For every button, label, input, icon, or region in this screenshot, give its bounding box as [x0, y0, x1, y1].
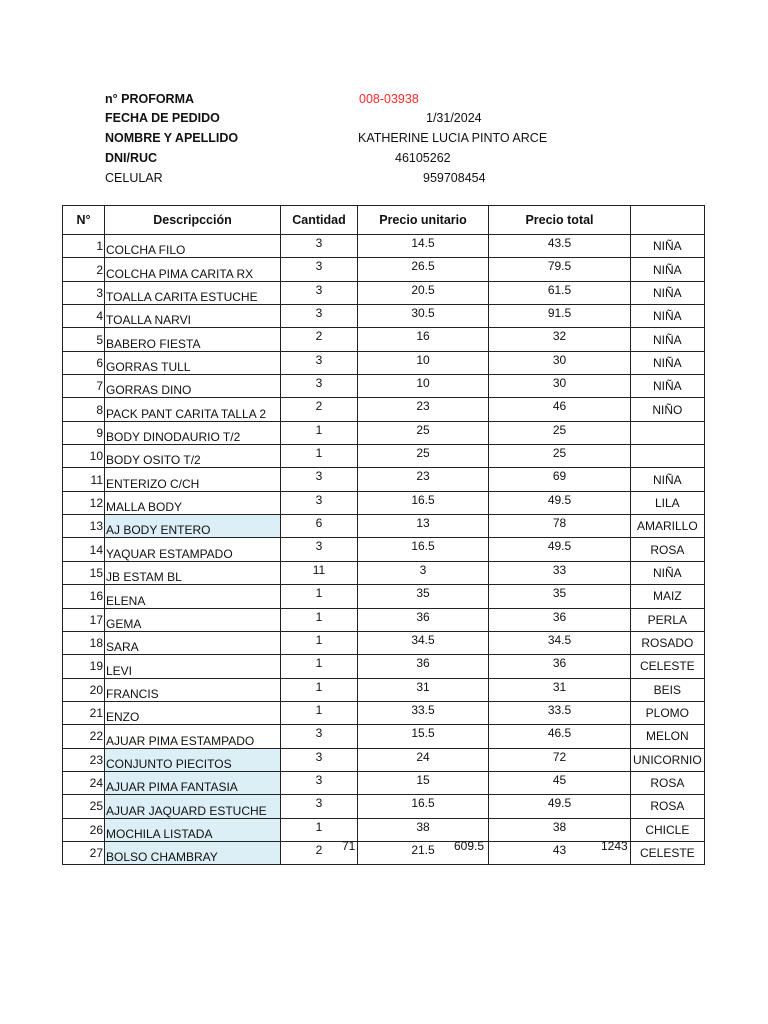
row-description: LEVI — [105, 655, 281, 678]
row-total-price: 25 — [489, 445, 631, 468]
row-description: BABERO FIESTA — [105, 328, 281, 351]
row-number: 21 — [63, 701, 105, 724]
table-row — [63, 445, 705, 468]
row-description: MOCHILA LISTADA — [105, 818, 281, 841]
table-row — [63, 655, 705, 678]
row-number: 7 — [63, 375, 105, 398]
row-quantity: 3 — [281, 795, 358, 818]
row-unit-price: 15 — [358, 771, 489, 794]
row-description: GEMA — [105, 608, 281, 631]
row-note: NIÑA — [631, 328, 705, 351]
row-note: MELON — [631, 725, 705, 748]
row-note: LILA — [631, 491, 705, 514]
row-note — [631, 421, 705, 444]
row-total-price: 91.5 — [489, 305, 631, 328]
table-row — [63, 585, 705, 608]
row-total-price: 25 — [489, 421, 631, 444]
row-number: 5 — [63, 328, 105, 351]
row-quantity: 3 — [281, 725, 358, 748]
row-note: NIÑA — [631, 351, 705, 374]
row-unit-price: 34.5 — [358, 631, 489, 654]
row-description: AJ BODY ENTERO — [105, 515, 281, 538]
row-unit-price: 23 — [358, 398, 489, 421]
row-description: FRANCIS — [105, 678, 281, 701]
row-total-price: 34.5 — [489, 631, 631, 654]
row-description: ENZO — [105, 701, 281, 724]
row-note: ROSA — [631, 538, 705, 561]
row-unit-price: 10 — [358, 351, 489, 374]
row-description: MALLA BODY — [105, 491, 281, 514]
row-unit-price: 16 — [358, 328, 489, 351]
row-note: NIÑA — [631, 305, 705, 328]
row-unit-price: 36 — [358, 655, 489, 678]
row-description: CONJUNTO PIECITOS — [105, 748, 281, 771]
row-note: NIÑA — [631, 258, 705, 281]
table-row — [63, 421, 705, 444]
row-quantity: 3 — [281, 305, 358, 328]
row-unit-price: 16.5 — [358, 491, 489, 514]
row-total-price: 43 — [489, 841, 631, 864]
row-number: 13 — [63, 515, 105, 538]
row-unit-price: 16.5 — [358, 795, 489, 818]
row-unit-price: 26.5 — [358, 258, 489, 281]
table-row — [63, 235, 705, 258]
phone-label: CELULAR — [105, 171, 163, 185]
row-number: 9 — [63, 421, 105, 444]
row-description: BODY DINODAURIO T/2 — [105, 421, 281, 444]
row-unit-price: 3 — [358, 561, 489, 584]
row-note: ROSADO — [631, 631, 705, 654]
row-total-price: 43.5 — [489, 235, 631, 258]
row-total-price: 61.5 — [489, 281, 631, 304]
row-number: 14 — [63, 538, 105, 561]
totals-row — [0, 839, 768, 855]
row-quantity: 3 — [281, 375, 358, 398]
row-note — [631, 445, 705, 468]
row-total-price: 46.5 — [489, 725, 631, 748]
proforma-number: 008-03938 — [359, 92, 419, 106]
row-unit-price: 14.5 — [358, 235, 489, 258]
row-note: NIÑO — [631, 398, 705, 421]
row-total-price: 35 — [489, 585, 631, 608]
row-note: UNICORNIO — [631, 748, 705, 771]
row-description: COLCHA FILO — [105, 235, 281, 258]
table-row — [63, 631, 705, 654]
row-unit-price: 31 — [358, 678, 489, 701]
row-note: CELESTE — [631, 655, 705, 678]
row-description: YAQUAR ESTAMPADO — [105, 538, 281, 561]
row-number: 18 — [63, 631, 105, 654]
table-row — [63, 701, 705, 724]
row-note: BEIS — [631, 678, 705, 701]
total-amount: 1243 — [601, 839, 628, 853]
row-description: ENTERIZO C/CH — [105, 468, 281, 491]
row-total-price: 69 — [489, 468, 631, 491]
table-row — [63, 538, 705, 561]
dni-ruc-value: 46105262 — [395, 151, 451, 165]
row-number: 11 — [63, 468, 105, 491]
row-note: PERLA — [631, 608, 705, 631]
row-total-price: 33 — [489, 561, 631, 584]
table-row — [63, 375, 705, 398]
row-description: JB ESTAM BL — [105, 561, 281, 584]
row-note: NIÑA — [631, 235, 705, 258]
row-quantity: 1 — [281, 608, 358, 631]
row-unit-price: 35 — [358, 585, 489, 608]
row-number: 24 — [63, 771, 105, 794]
row-quantity: 3 — [281, 281, 358, 304]
row-total-price: 49.5 — [489, 795, 631, 818]
row-note: AMARILLO — [631, 515, 705, 538]
row-unit-price: 33.5 — [358, 701, 489, 724]
row-quantity: 1 — [281, 818, 358, 841]
row-number: 2 — [63, 258, 105, 281]
order-date-label: FECHA DE PEDIDO — [105, 111, 220, 125]
row-note: NIÑA — [631, 468, 705, 491]
row-quantity: 3 — [281, 235, 358, 258]
row-number: 8 — [63, 398, 105, 421]
row-description: GORRAS TULL — [105, 351, 281, 374]
row-quantity: 2 — [281, 328, 358, 351]
total-quantity: 71 — [342, 839, 356, 853]
table-row — [63, 678, 705, 701]
table-row — [63, 491, 705, 514]
row-total-price: 30 — [489, 375, 631, 398]
row-quantity: 3 — [281, 538, 358, 561]
table-row — [63, 398, 705, 421]
row-number: 25 — [63, 795, 105, 818]
row-number: 20 — [63, 678, 105, 701]
row-quantity: 1 — [281, 631, 358, 654]
table-row — [63, 305, 705, 328]
row-quantity: 3 — [281, 258, 358, 281]
total-unit-price: 609.5 — [454, 839, 485, 853]
row-note: CHICLE — [631, 818, 705, 841]
row-note: NIÑA — [631, 561, 705, 584]
table-row — [63, 468, 705, 491]
row-number: 27 — [63, 841, 105, 864]
row-number: 15 — [63, 561, 105, 584]
row-number: 10 — [63, 445, 105, 468]
row-number: 19 — [63, 655, 105, 678]
row-unit-price: 21.5 — [358, 841, 489, 864]
row-description: AJUAR PIMA FANTASIA — [105, 771, 281, 794]
row-total-price: 78 — [489, 515, 631, 538]
row-description: ELENA — [105, 585, 281, 608]
table-row — [63, 771, 705, 794]
row-note: CELESTE — [631, 841, 705, 864]
row-description: PACK PANT CARITA TALLA 2 — [105, 398, 281, 421]
row-total-price: 72 — [489, 748, 631, 771]
table-row — [63, 725, 705, 748]
row-number: 3 — [63, 281, 105, 304]
row-number: 26 — [63, 818, 105, 841]
row-number: 22 — [63, 725, 105, 748]
row-unit-price: 24 — [358, 748, 489, 771]
row-total-price: 31 — [489, 678, 631, 701]
row-unit-price: 13 — [358, 515, 489, 538]
row-quantity: 3 — [281, 771, 358, 794]
row-note: NIÑA — [631, 281, 705, 304]
dni-ruc-label: DNI/RUC — [105, 151, 158, 165]
row-number: 6 — [63, 351, 105, 374]
row-note: PLOMO — [631, 701, 705, 724]
row-description: AJUAR JAQUARD ESTUCHE — [105, 795, 281, 818]
table-row — [63, 608, 705, 631]
column-header-description: Descripcción — [105, 206, 281, 235]
row-description: TOALLA CARITA ESTUCHE — [105, 281, 281, 304]
items-table — [62, 205, 705, 865]
name-value: KATHERINE LUCIA PINTO ARCE — [358, 131, 548, 145]
row-total-price: 30 — [489, 351, 631, 374]
row-description: BOLSO CHAMBRAY — [105, 841, 281, 864]
row-unit-price: 20.5 — [358, 281, 489, 304]
row-quantity: 1 — [281, 655, 358, 678]
table-row — [63, 818, 705, 841]
row-number: 12 — [63, 491, 105, 514]
column-header-total-price: Precio total — [489, 206, 631, 235]
name-label: NOMBRE Y APELLIDO — [105, 131, 239, 145]
row-quantity: 3 — [281, 351, 358, 374]
row-note: MAIZ — [631, 585, 705, 608]
row-total-price: 36 — [489, 608, 631, 631]
column-header-notes — [631, 206, 705, 235]
row-total-price: 33.5 — [489, 701, 631, 724]
row-description: GORRAS DINO — [105, 375, 281, 398]
table-header-row — [63, 206, 705, 235]
row-number: 23 — [63, 748, 105, 771]
column-header-number: N° — [63, 206, 105, 235]
row-quantity: 2 — [281, 398, 358, 421]
row-number: 16 — [63, 585, 105, 608]
row-total-price: 49.5 — [489, 538, 631, 561]
row-description: BODY OSITO T/2 — [105, 445, 281, 468]
row-quantity: 1 — [281, 678, 358, 701]
row-number: 4 — [63, 305, 105, 328]
row-total-price: 38 — [489, 818, 631, 841]
table-row — [63, 795, 705, 818]
row-number: 1 — [63, 235, 105, 258]
row-quantity: 1 — [281, 421, 358, 444]
row-description: COLCHA PIMA CARITA RX — [105, 258, 281, 281]
row-total-price: 45 — [489, 771, 631, 794]
row-note: ROSA — [631, 771, 705, 794]
table-row — [63, 351, 705, 374]
table-row — [63, 281, 705, 304]
row-note: NIÑA — [631, 375, 705, 398]
column-header-quantity: Cantidad — [281, 206, 358, 235]
row-unit-price: 30.5 — [358, 305, 489, 328]
row-description: TOALLA NARVI — [105, 305, 281, 328]
row-quantity: 3 — [281, 748, 358, 771]
table-row — [63, 561, 705, 584]
order-date-value: 1/31/2024 — [426, 111, 482, 125]
row-description: SARA — [105, 631, 281, 654]
row-unit-price: 16.5 — [358, 538, 489, 561]
row-quantity: 1 — [281, 585, 358, 608]
row-total-price: 46 — [489, 398, 631, 421]
row-unit-price: 23 — [358, 468, 489, 491]
row-description: AJUAR PIMA ESTAMPADO — [105, 725, 281, 748]
row-quantity: 2 — [281, 841, 358, 864]
table-row — [63, 748, 705, 771]
proforma-label: n° PROFORMA — [105, 92, 195, 106]
row-unit-price: 15.5 — [358, 725, 489, 748]
row-number: 17 — [63, 608, 105, 631]
row-quantity: 11 — [281, 561, 358, 584]
row-total-price: 49.5 — [489, 491, 631, 514]
row-total-price: 79.5 — [489, 258, 631, 281]
row-note: ROSA — [631, 795, 705, 818]
phone-value: 959708454 — [423, 171, 486, 185]
table-row — [63, 515, 705, 538]
row-quantity: 1 — [281, 445, 358, 468]
table-row — [63, 328, 705, 351]
row-quantity: 1 — [281, 701, 358, 724]
row-total-price: 36 — [489, 655, 631, 678]
row-unit-price: 10 — [358, 375, 489, 398]
table-row — [63, 258, 705, 281]
row-quantity: 3 — [281, 468, 358, 491]
row-quantity: 6 — [281, 515, 358, 538]
row-unit-price: 25 — [358, 421, 489, 444]
column-header-unit-price: Precio unitario — [358, 206, 489, 235]
items-table-body — [63, 235, 705, 865]
row-quantity: 3 — [281, 491, 358, 514]
row-unit-price: 36 — [358, 608, 489, 631]
row-total-price: 32 — [489, 328, 631, 351]
row-unit-price: 25 — [358, 445, 489, 468]
row-unit-price: 38 — [358, 818, 489, 841]
